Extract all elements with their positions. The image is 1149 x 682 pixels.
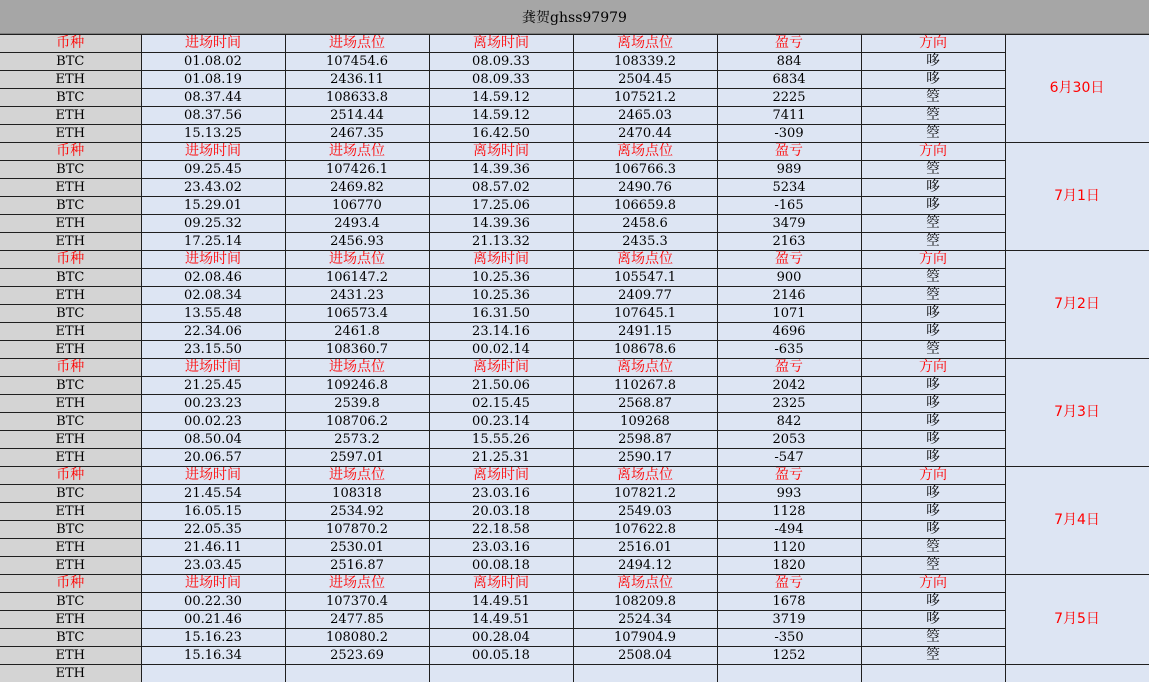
exit-time-cell[interactable]: 00.28.04 — [429, 629, 573, 647]
exit-time-cell[interactable]: 21.13.32 — [429, 233, 573, 251]
table-row — [0, 647, 1149, 665]
exit-time-cell[interactable]: 16.42.50 — [429, 125, 573, 143]
exit-time-cell[interactable]: 10.25.36 — [429, 287, 573, 305]
direction-cell[interactable]: 箜 — [861, 161, 1005, 179]
pnl-cell[interactable]: 2042 — [717, 377, 861, 395]
coin-cell[interactable]: ETH — [0, 71, 141, 89]
exit-price-cell[interactable]: 107904.9 — [573, 629, 717, 647]
exit-price-cell[interactable]: 2598.87 — [573, 431, 717, 449]
header-row — [0, 251, 1149, 269]
table-row — [0, 107, 1149, 125]
header-pnl[interactable]: 盈亏 — [717, 35, 861, 53]
exit-time-cell[interactable]: 16.31.50 — [429, 305, 573, 323]
exit-time-cell[interactable]: 00.23.14 — [429, 413, 573, 431]
coin-cell[interactable]: BTC — [0, 629, 141, 647]
exit-time-cell[interactable]: 00.08.18 — [429, 557, 573, 575]
direction-cell[interactable]: 箜 — [861, 125, 1005, 143]
header-entry-price[interactable]: 进场点位 — [285, 251, 429, 269]
entry-price-cell[interactable]: 2534.92 — [285, 503, 429, 521]
exit-price-cell[interactable]: 107821.2 — [573, 485, 717, 503]
direction-cell[interactable]: 哆 — [861, 485, 1005, 503]
pnl-cell[interactable]: -309 — [717, 125, 861, 143]
entry-time-cell[interactable]: 23.43.02 — [141, 179, 285, 197]
entry-time-cell[interactable]: 09.25.45 — [141, 161, 285, 179]
header-exit-price[interactable]: 离场点位 — [573, 359, 717, 377]
exit-price-cell[interactable] — [573, 665, 717, 682]
header-pnl[interactable]: 盈亏 — [717, 143, 861, 161]
entry-price-cell[interactable]: 108318 — [285, 485, 429, 503]
header-entry-price[interactable]: 进场点位 — [285, 35, 429, 53]
exit-price-cell[interactable]: 2524.34 — [573, 611, 717, 629]
entry-price-cell[interactable]: 106770 — [285, 197, 429, 215]
exit-time-cell[interactable]: 00.02.14 — [429, 341, 573, 359]
table-row — [0, 305, 1149, 323]
table-row — [0, 233, 1149, 251]
entry-time-cell[interactable]: 23.03.45 — [141, 557, 285, 575]
header-coin[interactable]: 币种 — [0, 575, 141, 593]
table-row — [0, 611, 1149, 629]
entry-price-cell[interactable]: 2467.35 — [285, 125, 429, 143]
entry-time-cell[interactable]: 23.15.50 — [141, 341, 285, 359]
header-coin[interactable]: 币种 — [0, 35, 141, 53]
entry-time-cell[interactable]: 15.29.01 — [141, 197, 285, 215]
entry-price-cell[interactable]: 108080.2 — [285, 629, 429, 647]
header-row — [0, 35, 1149, 53]
pnl-cell[interactable]: -494 — [717, 521, 861, 539]
entry-price-cell[interactable]: 108706.2 — [285, 413, 429, 431]
empty-cell[interactable] — [1005, 665, 1149, 682]
header-exit-price[interactable]: 离场点位 — [573, 35, 717, 53]
header-pnl[interactable]: 盈亏 — [717, 359, 861, 377]
entry-price-cell[interactable]: 2597.01 — [285, 449, 429, 467]
header-coin[interactable]: 币种 — [0, 467, 141, 485]
entry-time-cell[interactable]: 00.22.30 — [141, 593, 285, 611]
direction-cell[interactable] — [861, 665, 1005, 682]
table-row — [0, 179, 1149, 197]
entry-time-cell[interactable]: 21.46.11 — [141, 539, 285, 557]
pnl-cell[interactable]: 1128 — [717, 503, 861, 521]
pnl-cell[interactable]: 884 — [717, 53, 861, 71]
table-row — [0, 215, 1149, 233]
entry-time-cell[interactable]: 13.55.48 — [141, 305, 285, 323]
coin-cell[interactable]: ETH — [0, 539, 141, 557]
pnl-cell[interactable]: 900 — [717, 269, 861, 287]
header-entry-price[interactable]: 进场点位 — [285, 359, 429, 377]
header-entry-time[interactable]: 进场时间 — [141, 575, 285, 593]
exit-price-cell[interactable]: 110267.8 — [573, 377, 717, 395]
header-exit-time[interactable]: 离场时间 — [429, 251, 573, 269]
entry-time-cell[interactable]: 08.37.56 — [141, 107, 285, 125]
pnl-cell[interactable]: 1678 — [717, 593, 861, 611]
header-direction[interactable]: 方向 — [861, 35, 1005, 53]
coin-cell[interactable]: ETH — [0, 215, 141, 233]
exit-time-cell[interactable]: 23.03.16 — [429, 485, 573, 503]
entry-time-cell[interactable]: 00.23.23 — [141, 395, 285, 413]
exit-time-cell[interactable]: 20.03.18 — [429, 503, 573, 521]
direction-cell[interactable]: 哆 — [861, 179, 1005, 197]
entry-price-cell[interactable]: 2523.69 — [285, 647, 429, 665]
header-direction[interactable]: 方向 — [861, 359, 1005, 377]
entry-price-cell[interactable]: 2514.44 — [285, 107, 429, 125]
exit-time-cell[interactable]: 23.03.16 — [429, 539, 573, 557]
header-entry-time[interactable]: 进场时间 — [141, 467, 285, 485]
header-exit-time[interactable]: 离场时间 — [429, 575, 573, 593]
pnl-cell[interactable]: 2163 — [717, 233, 861, 251]
coin-cell[interactable]: ETH — [0, 395, 141, 413]
pnl-cell[interactable]: 1820 — [717, 557, 861, 575]
pnl-cell[interactable]: -350 — [717, 629, 861, 647]
header-exit-time[interactable]: 离场时间 — [429, 359, 573, 377]
exit-price-cell[interactable]: 2568.87 — [573, 395, 717, 413]
header-exit-time[interactable]: 离场时间 — [429, 35, 573, 53]
table-row — [0, 287, 1149, 305]
entry-price-cell[interactable]: 2516.87 — [285, 557, 429, 575]
entry-price-cell[interactable]: 2469.82 — [285, 179, 429, 197]
exit-price-cell[interactable]: 2470.44 — [573, 125, 717, 143]
entry-time-cell[interactable]: 16.05.15 — [141, 503, 285, 521]
exit-time-cell[interactable]: 22.18.58 — [429, 521, 573, 539]
exit-time-cell[interactable]: 14.39.36 — [429, 215, 573, 233]
header-coin[interactable]: 币种 — [0, 143, 141, 161]
pnl-cell[interactable]: 1252 — [717, 647, 861, 665]
direction-cell[interactable]: 箜 — [861, 89, 1005, 107]
entry-time-cell[interactable]: 08.37.44 — [141, 89, 285, 107]
pnl-cell[interactable]: 6834 — [717, 71, 861, 89]
coin-cell[interactable]: BTC — [0, 197, 141, 215]
table-row — [0, 503, 1149, 521]
exit-price-cell[interactable]: 106659.8 — [573, 197, 717, 215]
direction-cell[interactable]: 哆 — [861, 323, 1005, 341]
exit-price-cell[interactable]: 2590.17 — [573, 449, 717, 467]
table-row — [0, 125, 1149, 143]
coin-cell[interactable]: ETH — [0, 107, 141, 125]
exit-time-cell[interactable]: 14.49.51 — [429, 593, 573, 611]
exit-price-cell[interactable]: 2516.01 — [573, 539, 717, 557]
pnl-cell[interactable]: 4696 — [717, 323, 861, 341]
coin-cell[interactable]: ETH — [0, 233, 141, 251]
table-row — [0, 485, 1149, 503]
table-row — [0, 629, 1149, 647]
entry-price-cell[interactable]: 2431.23 — [285, 287, 429, 305]
header-entry-time[interactable]: 进场时间 — [141, 35, 285, 53]
entry-time-cell[interactable]: 21.45.54 — [141, 485, 285, 503]
exit-price-cell[interactable]: 108678.6 — [573, 341, 717, 359]
date-cell[interactable]: 7月4日 — [1005, 467, 1149, 575]
table-row — [0, 89, 1149, 107]
header-entry-price[interactable]: 进场点位 — [285, 467, 429, 485]
table-row — [0, 71, 1149, 89]
coin-cell[interactable]: BTC — [0, 269, 141, 287]
entry-price-cell[interactable]: 109246.8 — [285, 377, 429, 395]
entry-price-cell[interactable]: 107870.2 — [285, 521, 429, 539]
direction-cell[interactable]: 哆 — [861, 197, 1005, 215]
header-entry-time[interactable]: 进场时间 — [141, 359, 285, 377]
pnl-cell[interactable]: -547 — [717, 449, 861, 467]
pnl-cell[interactable]: 3719 — [717, 611, 861, 629]
date-cell[interactable]: 7月5日 — [1005, 575, 1149, 665]
entry-time-cell[interactable]: 17.25.14 — [141, 233, 285, 251]
pnl-cell[interactable]: 2225 — [717, 89, 861, 107]
exit-time-cell[interactable]: 14.39.36 — [429, 161, 573, 179]
pnl-cell[interactable]: -635 — [717, 341, 861, 359]
exit-price-cell[interactable]: 2465.03 — [573, 107, 717, 125]
exit-price-cell[interactable]: 2435.3 — [573, 233, 717, 251]
trade-table — [0, 34, 1149, 682]
exit-price-cell[interactable]: 105547.1 — [573, 269, 717, 287]
date-cell[interactable]: 7月2日 — [1005, 251, 1149, 359]
entry-price-cell[interactable]: 2436.11 — [285, 71, 429, 89]
coin-cell[interactable]: BTC — [0, 377, 141, 395]
direction-cell[interactable]: 箜 — [861, 539, 1005, 557]
pnl-cell[interactable]: 989 — [717, 161, 861, 179]
exit-price-cell[interactable]: 107645.1 — [573, 305, 717, 323]
entry-price-cell[interactable]: 2477.85 — [285, 611, 429, 629]
exit-time-cell[interactable]: 10.25.36 — [429, 269, 573, 287]
exit-time-cell[interactable]: 08.09.33 — [429, 71, 573, 89]
pnl-cell[interactable]: 5234 — [717, 179, 861, 197]
exit-time-cell[interactable]: 23.14.16 — [429, 323, 573, 341]
coin-cell[interactable]: ETH — [0, 179, 141, 197]
date-cell[interactable]: 7月1日 — [1005, 143, 1149, 251]
exit-time-cell[interactable]: 14.59.12 — [429, 89, 573, 107]
direction-cell[interactable]: 哆 — [861, 521, 1005, 539]
header-row — [0, 359, 1149, 377]
exit-price-cell[interactable]: 2490.76 — [573, 179, 717, 197]
entry-price-cell[interactable]: 2456.93 — [285, 233, 429, 251]
entry-price-cell[interactable]: 107426.1 — [285, 161, 429, 179]
exit-time-cell[interactable]: 08.09.33 — [429, 53, 573, 71]
table-row — [0, 269, 1149, 287]
coin-cell[interactable]: BTC — [0, 593, 141, 611]
coin-cell[interactable]: BTC — [0, 413, 141, 431]
table-row — [0, 377, 1149, 395]
table-row — [0, 539, 1149, 557]
pnl-cell[interactable]: 993 — [717, 485, 861, 503]
exit-time-cell[interactable]: 08.57.02 — [429, 179, 573, 197]
entry-time-cell[interactable]: 08.50.04 — [141, 431, 285, 449]
pnl-cell[interactable]: 1071 — [717, 305, 861, 323]
coin-cell[interactable]: ETH — [0, 665, 141, 682]
coin-cell[interactable]: BTC — [0, 305, 141, 323]
direction-cell[interactable]: 箜 — [861, 629, 1005, 647]
header-exit-price[interactable]: 离场点位 — [573, 467, 717, 485]
coin-cell[interactable]: ETH — [0, 431, 141, 449]
coin-cell[interactable]: ETH — [0, 323, 141, 341]
entry-time-cell[interactable] — [141, 665, 285, 682]
exit-time-cell[interactable]: 15.55.26 — [429, 431, 573, 449]
exit-price-cell[interactable]: 2549.03 — [573, 503, 717, 521]
table-row — [0, 197, 1149, 215]
direction-cell[interactable]: 箜 — [861, 233, 1005, 251]
exit-time-cell[interactable]: 21.50.06 — [429, 377, 573, 395]
date-cell[interactable]: 7月3日 — [1005, 359, 1149, 467]
entry-price-cell[interactable]: 2573.2 — [285, 431, 429, 449]
exit-price-cell[interactable]: 2491.15 — [573, 323, 717, 341]
exit-price-cell[interactable]: 2458.6 — [573, 215, 717, 233]
direction-cell[interactable]: 哆 — [861, 611, 1005, 629]
table-row — [0, 557, 1149, 575]
entry-time-cell[interactable]: 00.21.46 — [141, 611, 285, 629]
direction-cell[interactable]: 箜 — [861, 341, 1005, 359]
direction-cell[interactable]: 哆 — [861, 71, 1005, 89]
entry-price-cell[interactable]: 2530.01 — [285, 539, 429, 557]
direction-cell[interactable]: 哆 — [861, 413, 1005, 431]
coin-cell[interactable]: ETH — [0, 647, 141, 665]
entry-time-cell[interactable]: 15.16.23 — [141, 629, 285, 647]
entry-price-cell[interactable] — [285, 665, 429, 682]
exit-price-cell[interactable]: 106766.3 — [573, 161, 717, 179]
table-row — [0, 161, 1149, 179]
table-row — [0, 665, 1149, 682]
table-row — [0, 521, 1149, 539]
entry-time-cell[interactable]: 09.25.32 — [141, 215, 285, 233]
entry-price-cell[interactable]: 2539.8 — [285, 395, 429, 413]
table-row — [0, 593, 1149, 611]
pnl-cell[interactable]: 2146 — [717, 287, 861, 305]
header-row — [0, 575, 1149, 593]
pnl-cell[interactable]: 842 — [717, 413, 861, 431]
entry-time-cell[interactable]: 20.06.57 — [141, 449, 285, 467]
exit-time-cell[interactable]: 14.59.12 — [429, 107, 573, 125]
entry-price-cell[interactable]: 107370.4 — [285, 593, 429, 611]
coin-cell[interactable]: ETH — [0, 503, 141, 521]
coin-cell[interactable]: ETH — [0, 557, 141, 575]
entry-price-cell[interactable]: 2493.4 — [285, 215, 429, 233]
exit-price-cell[interactable]: 2508.04 — [573, 647, 717, 665]
coin-cell[interactable]: ETH — [0, 611, 141, 629]
entry-time-cell[interactable]: 15.13.25 — [141, 125, 285, 143]
direction-cell[interactable]: 箜 — [861, 269, 1005, 287]
coin-cell[interactable]: ETH — [0, 125, 141, 143]
header-entry-price[interactable]: 进场点位 — [285, 575, 429, 593]
direction-cell[interactable]: 哆 — [861, 503, 1005, 521]
header-exit-price[interactable]: 离场点位 — [573, 575, 717, 593]
direction-cell[interactable]: 哆 — [861, 305, 1005, 323]
coin-cell[interactable]: BTC — [0, 485, 141, 503]
header-row — [0, 143, 1149, 161]
pnl-cell[interactable]: 7411 — [717, 107, 861, 125]
entry-time-cell[interactable]: 01.08.02 — [141, 53, 285, 71]
entry-price-cell[interactable]: 107454.6 — [285, 53, 429, 71]
coin-cell[interactable]: BTC — [0, 521, 141, 539]
table-row — [0, 395, 1149, 413]
entry-price-cell[interactable]: 108360.7 — [285, 341, 429, 359]
direction-cell[interactable]: 箜 — [861, 215, 1005, 233]
exit-time-cell[interactable] — [429, 665, 573, 682]
table-row — [0, 341, 1149, 359]
coin-cell[interactable]: ETH — [0, 287, 141, 305]
date-cell[interactable]: 6月30日 — [1005, 35, 1149, 143]
exit-price-cell[interactable]: 2409.77 — [573, 287, 717, 305]
header-exit-price[interactable]: 离场点位 — [573, 143, 717, 161]
coin-cell[interactable]: ETH — [0, 341, 141, 359]
entry-time-cell[interactable]: 15.16.34 — [141, 647, 285, 665]
direction-cell[interactable]: 哆 — [861, 449, 1005, 467]
entry-price-cell[interactable]: 108633.8 — [285, 89, 429, 107]
direction-cell[interactable]: 哆 — [861, 431, 1005, 449]
exit-price-cell[interactable]: 2504.45 — [573, 71, 717, 89]
pnl-cell[interactable]: 2325 — [717, 395, 861, 413]
direction-cell[interactable]: 箜 — [861, 557, 1005, 575]
entry-price-cell[interactable]: 106147.2 — [285, 269, 429, 287]
table-row — [0, 323, 1149, 341]
table-row — [0, 449, 1149, 467]
coin-cell[interactable]: BTC — [0, 161, 141, 179]
header-exit-time[interactable]: 离场时间 — [429, 467, 573, 485]
entry-time-cell[interactable]: 00.02.23 — [141, 413, 285, 431]
direction-cell[interactable]: 哆 — [861, 53, 1005, 71]
header-row — [0, 467, 1149, 485]
exit-price-cell[interactable]: 2494.12 — [573, 557, 717, 575]
exit-time-cell[interactable]: 21.25.31 — [429, 449, 573, 467]
sheet-title: 龚贺ghss97979 — [0, 0, 1149, 34]
entry-price-cell[interactable]: 2461.8 — [285, 323, 429, 341]
exit-time-cell[interactable]: 17.25.06 — [429, 197, 573, 215]
header-direction[interactable]: 方向 — [861, 575, 1005, 593]
exit-price-cell[interactable]: 108209.8 — [573, 593, 717, 611]
direction-cell[interactable]: 箜 — [861, 287, 1005, 305]
header-exit-price[interactable]: 离场点位 — [573, 251, 717, 269]
entry-time-cell[interactable]: 21.25.45 — [141, 377, 285, 395]
header-coin[interactable]: 币种 — [0, 251, 141, 269]
pnl-cell[interactable]: 1120 — [717, 539, 861, 557]
entry-time-cell[interactable]: 02.08.46 — [141, 269, 285, 287]
header-direction[interactable]: 方向 — [861, 143, 1005, 161]
entry-time-cell[interactable]: 01.08.19 — [141, 71, 285, 89]
coin-cell[interactable]: ETH — [0, 449, 141, 467]
exit-time-cell[interactable]: 02.15.45 — [429, 395, 573, 413]
header-entry-time[interactable]: 进场时间 — [141, 251, 285, 269]
header-direction[interactable]: 方向 — [861, 467, 1005, 485]
exit-time-cell[interactable]: 00.05.18 — [429, 647, 573, 665]
coin-cell[interactable]: BTC — [0, 89, 141, 107]
pnl-cell[interactable]: -165 — [717, 197, 861, 215]
exit-price-cell[interactable]: 108339.2 — [573, 53, 717, 71]
header-entry-time[interactable]: 进场时间 — [141, 143, 285, 161]
table-row — [0, 53, 1149, 71]
pnl-cell[interactable]: 2053 — [717, 431, 861, 449]
pnl-cell[interactable]: 3479 — [717, 215, 861, 233]
coin-cell[interactable]: BTC — [0, 53, 141, 71]
direction-cell[interactable]: 哆 — [861, 593, 1005, 611]
header-pnl[interactable]: 盈亏 — [717, 575, 861, 593]
header-direction[interactable]: 方向 — [861, 251, 1005, 269]
exit-price-cell[interactable]: 107521.2 — [573, 89, 717, 107]
table-row — [0, 413, 1149, 431]
exit-time-cell[interactable]: 14.49.51 — [429, 611, 573, 629]
exit-price-cell[interactable]: 107622.8 — [573, 521, 717, 539]
exit-price-cell[interactable]: 109268 — [573, 413, 717, 431]
pnl-cell[interactable] — [717, 665, 861, 682]
header-coin[interactable]: 币种 — [0, 359, 141, 377]
entry-price-cell[interactable]: 106573.4 — [285, 305, 429, 323]
entry-time-cell[interactable]: 02.08.34 — [141, 287, 285, 305]
table-row — [0, 431, 1149, 449]
header-pnl[interactable]: 盈亏 — [717, 251, 861, 269]
direction-cell[interactable]: 箜 — [861, 107, 1005, 125]
header-entry-price[interactable]: 进场点位 — [285, 143, 429, 161]
direction-cell[interactable]: 哆 — [861, 395, 1005, 413]
entry-time-cell[interactable]: 22.34.06 — [141, 323, 285, 341]
header-pnl[interactable]: 盈亏 — [717, 467, 861, 485]
header-exit-time[interactable]: 离场时间 — [429, 143, 573, 161]
entry-time-cell[interactable]: 22.05.35 — [141, 521, 285, 539]
direction-cell[interactable]: 哆 — [861, 377, 1005, 395]
direction-cell[interactable]: 箜 — [861, 647, 1005, 665]
